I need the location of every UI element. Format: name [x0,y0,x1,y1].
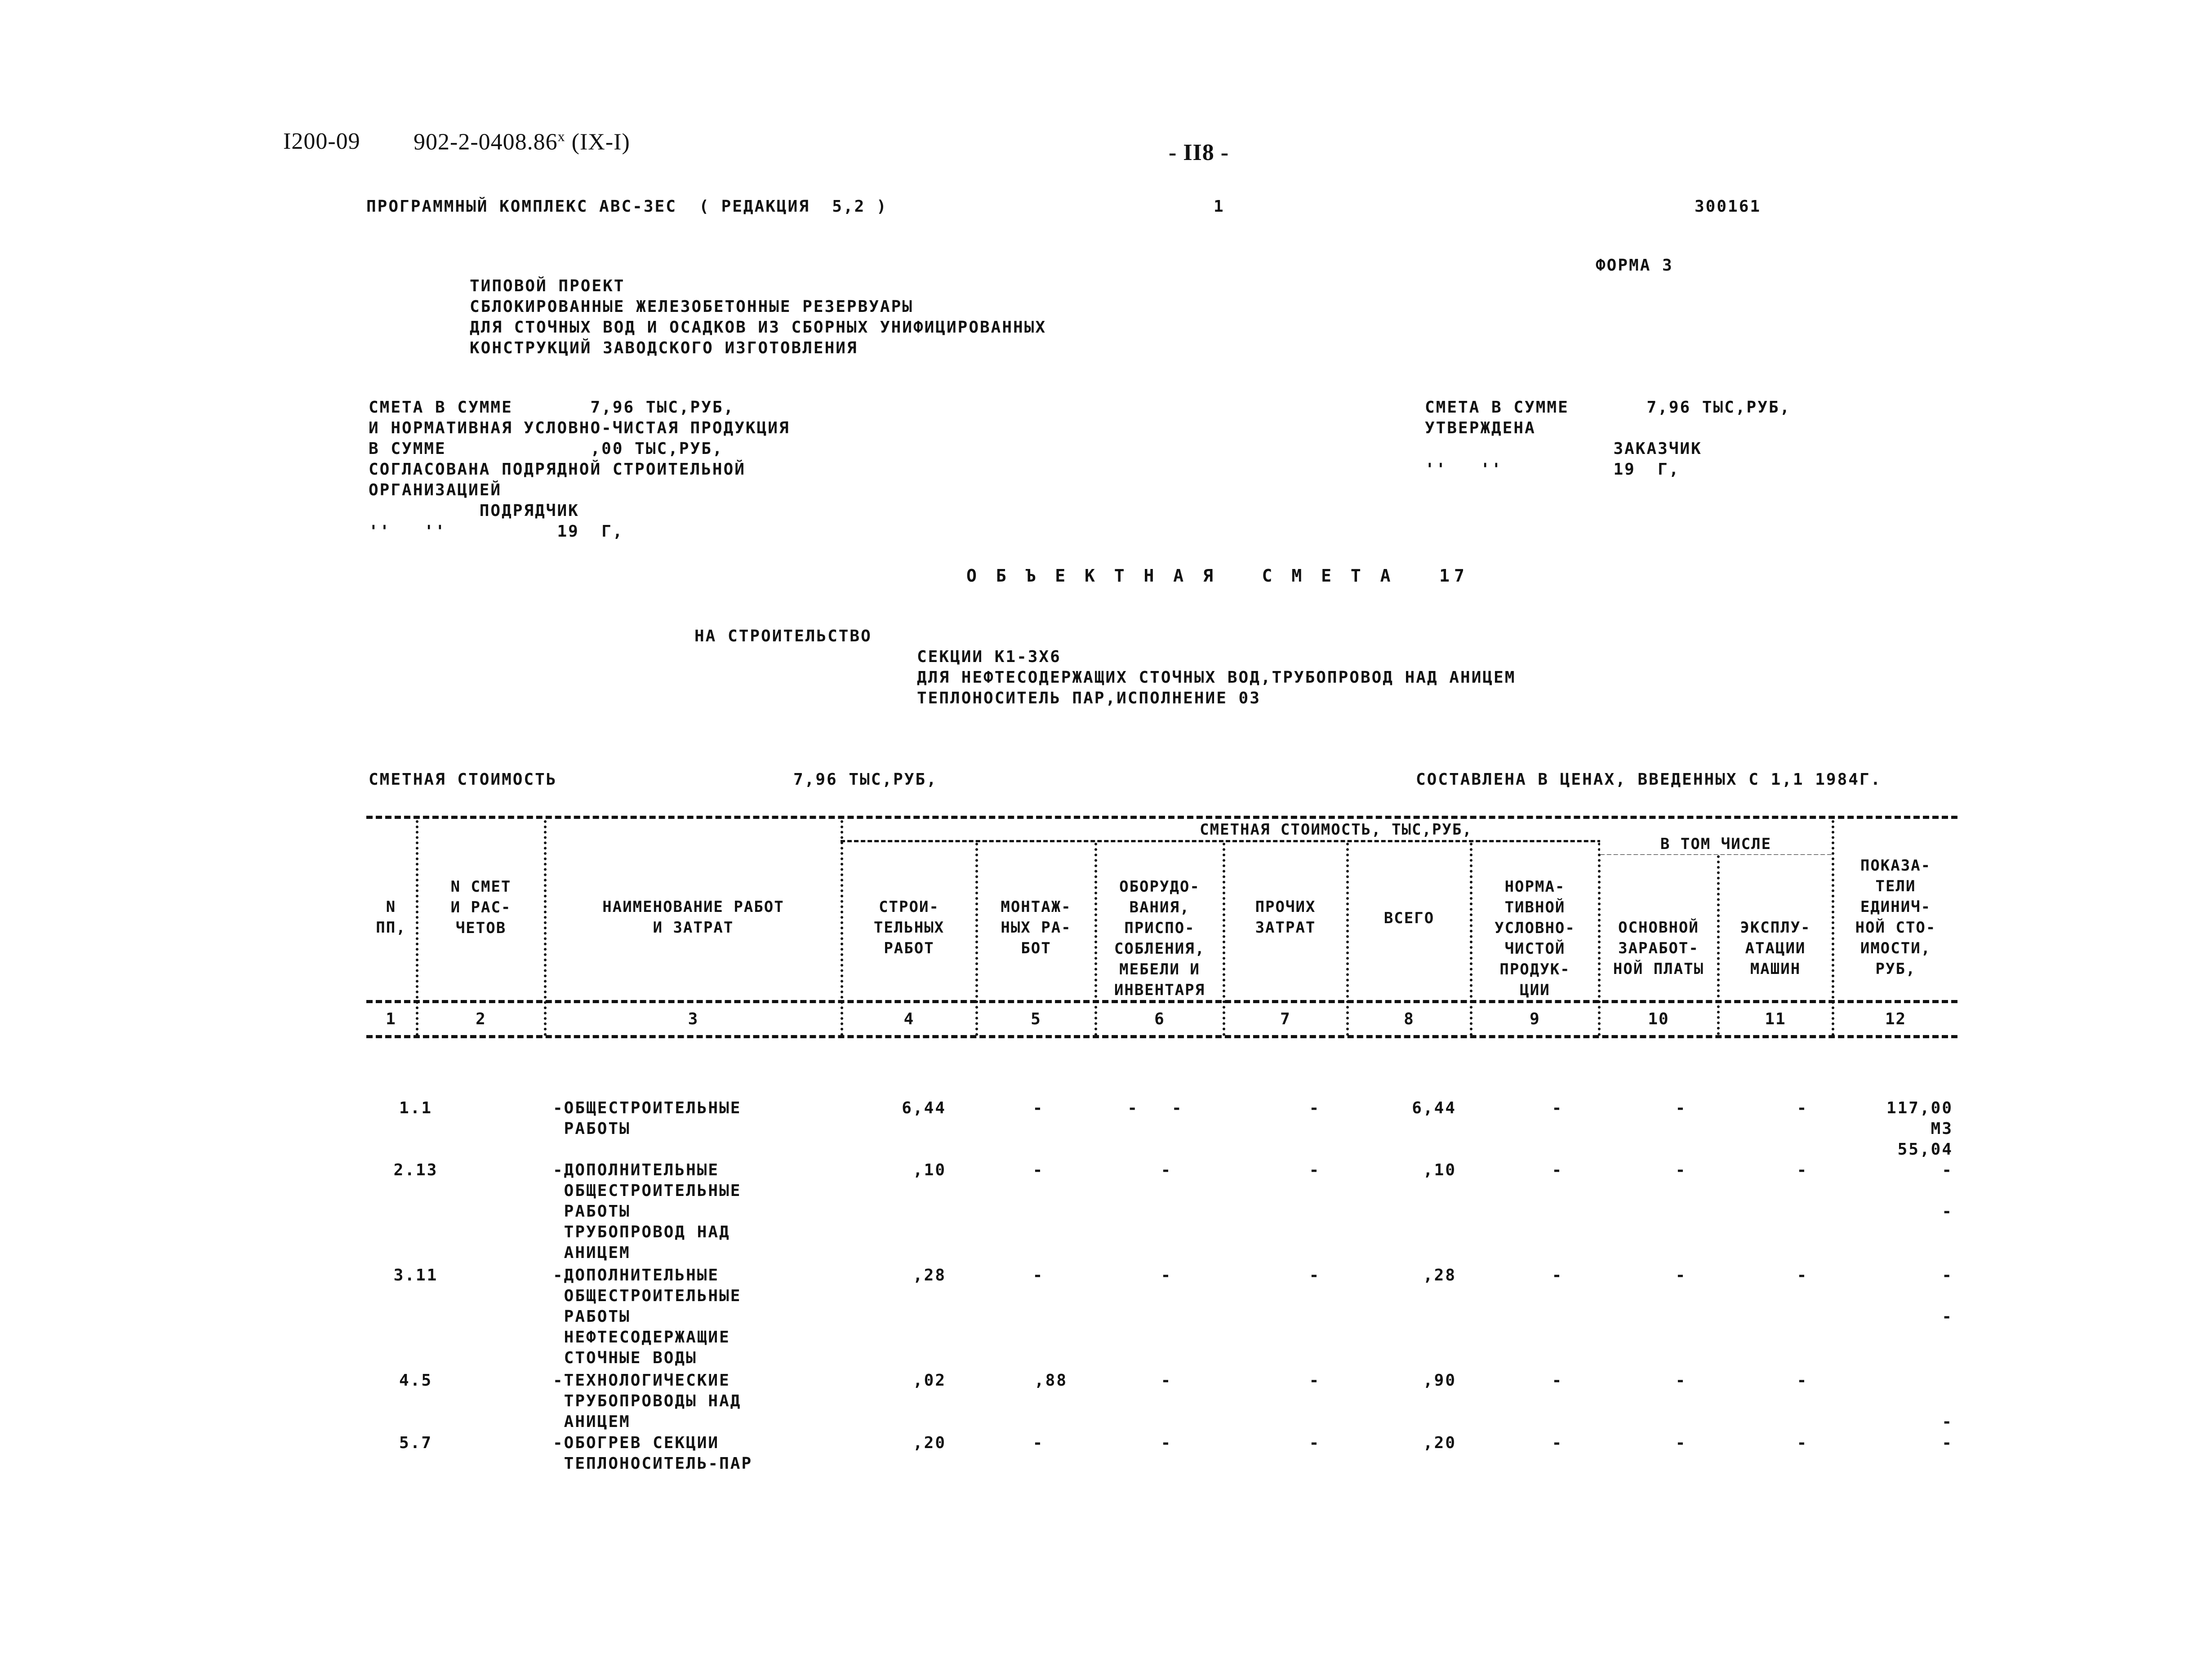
table-top-rule [366,816,1957,819]
agreement-line: ПОДРЯДЧИК [369,502,579,520]
sheet-number: 1 [1214,197,1225,216]
estimated-cost-value: 7,96 ТЫС,РУБ, [793,770,938,789]
subgroup-header: В ТОМ ЧИСЛЕ [1600,834,1832,854]
row-machines: - [1797,1434,1808,1452]
col-header-number: N ПП, [376,898,406,937]
col-number: 10 [1648,1010,1669,1028]
row-construction: ,20 [912,1434,946,1452]
row-wages: - [1675,1371,1687,1390]
project-line: СБЛОКИРОВАННЫЕ ЖЕЛЕЗОБЕТОННЫЕ РЕЗЕРВУАРЫ [470,298,913,316]
row-name: -ДОПОЛНИТЕЛЬНЫЕ ОБЩЕСТРОИТЕЛЬНЫЕ РАБОТЫ НЕФТЕСОДЕРЖАЩИЕ СТОЧНЫЕ ВОДЫ [553,1266,742,1367]
col-number: 12 [1885,1010,1907,1028]
row-installation: - [1032,1099,1044,1117]
col-header-machines: ЭКСПЛУ- АТАЦИИ МАШИН [1740,919,1811,978]
row-total: ,90 [1423,1371,1456,1390]
col-number: 2 [476,1010,486,1028]
group-header: СМЕТНАЯ СТОИМОСТЬ, ТЫС,РУБ, [1200,821,1472,839]
row-name: -ДОПОЛНИТЕЛЬНЫЕ ОБЩЕСТРОИТЕЛЬНЫЕ РАБОТЫ ТРУБОПРОВОД НАД АНИЦЕМ [553,1161,742,1262]
numbers-bottom-rule [366,1035,1957,1038]
row-equipment: - - [1127,1099,1183,1117]
estimated-cost-label: СМЕТНАЯ СТОИМОСТЬ [369,770,557,789]
agreement-block [369,377,790,563]
project-code-sup: x [557,128,565,144]
col-number: 5 [1031,1010,1041,1028]
subject-line: ТЕПЛОНОСИТЕЛЬ ПАР,ИСПОЛНЕНИЕ 03 [917,689,1261,707]
row-other: - [1309,1099,1321,1117]
col-header-unit-cost: ПОКАЗА- ТЕЛИ ЕДИНИЧ- НОЙ СТО- ИМОСТИ, РУБ, [1855,857,1936,978]
project-line: ТИПОВОЙ ПРОЕКТ [470,277,625,295]
col-header-estimate: N СМЕТ И РАС- ЧЕТОВ [450,878,512,937]
row-construction: ,02 [912,1371,946,1390]
form-label: ФОРМА 3 [1596,256,1673,275]
approval-line: СМЕТА В СУММЕ 7,96 ТЫС,РУБ, [1425,398,1791,417]
row-machines: - [1797,1371,1808,1390]
col-number: 9 [1530,1010,1540,1028]
row-wages: - [1675,1266,1687,1284]
doc-code: I200-09 [283,129,360,154]
program-line: ПРОГРАММНЫЙ КОМПЛЕКС АВС-ЗЕС ( РЕДАКЦИЯ 5,2 ) [366,197,888,216]
col-number: 11 [1765,1010,1786,1028]
project-line: ДЛЯ СТОЧНЫХ ВОД И ОСАДКОВ ИЗ СБОРНЫХ УНИФИЦИРОВАННЫХ [470,318,1047,337]
row-normative: - [1552,1266,1563,1284]
agreement-line: ОРГАНИЗАЦИЕЙ [369,481,502,499]
row-normative: - [1552,1434,1563,1452]
row-normative: - [1552,1099,1563,1117]
subject-line: СЕКЦИИ К1-3Х6 [917,648,1061,666]
prices-note: СОСТАВЛЕНА В ЦЕНАХ, ВВЕДЕННЫХ С 1,1 1984Г. [1416,770,1882,789]
col-number: 1 [386,1010,396,1028]
row-other: - [1309,1371,1321,1390]
page-number: - II8 - [1169,140,1229,165]
row-equipment: - [1161,1371,1172,1390]
agreement-line: И НОРМАТИВНАЯ УСЛОВНО-ЧИСТАЯ ПРОДУКЦИЯ [369,419,790,437]
row-equipment: - [1161,1161,1172,1179]
row-construction: ,28 [912,1266,946,1284]
row-unit-cost: - - [1942,1161,1953,1221]
row-wages: - [1675,1434,1687,1452]
col-header-total: ВСЕГО [1383,909,1435,927]
row-unit-cost: 117,00 МЗ 55,04 [1886,1099,1953,1159]
row-construction: 6,44 [902,1099,946,1117]
col-header-installation: МОНТАЖ- НЫХ РА- БОТ [1001,898,1072,957]
col-number: 4 [903,1010,915,1028]
approval-line: '' '' 19 Г, [1425,460,1680,479]
project-code-main: 902-2-0408.86 [414,129,558,155]
column-separator [1346,843,1349,1036]
construction-subject [917,626,1516,729]
agreement-line: В СУММЕ ,00 ТЫС,РУБ, [369,440,724,458]
row-other: - [1309,1434,1321,1452]
row-installation: - [1032,1161,1044,1179]
agreement-line: СМЕТА В СУММЕ 7,96 ТЫС,РУБ, [369,398,735,417]
row-wages: - [1675,1161,1687,1179]
registration-number: 300161 [1695,197,1762,216]
project-part: (IX-I) [571,129,630,155]
approval-line: ЗАКАЗЧИК [1425,440,1702,458]
row-total: ,20 [1423,1434,1456,1452]
agreement-line: '' '' 19 Г, [369,522,624,541]
project-line: КОНСТРУКЦИЙ ЗАВОДСКОГО ИЗГОТОВЛЕНИЯ [470,339,858,357]
agreement-line: СОГЛАСОВАНА ПОДРЯДНОЙ СТРОИТЕЛЬНОЙ [369,460,746,479]
document-title: О Б Ъ Е К Т Н А Я С М Е Т А 17 [966,566,1469,586]
approval-line: УТВЕРЖДЕНА [1425,419,1536,437]
row-estimate: 3.11 [393,1266,438,1284]
row-name: -ТЕХНОЛОГИЧЕСКИЕ ТРУБОПРОВОДЫ НАД АНИЦЕМ [553,1371,742,1431]
row-name: -ОБОГРЕВ СЕКЦИИ ТЕПЛОНОСИТЕЛЬ-ПАР [553,1434,753,1473]
col-number: 8 [1404,1010,1415,1028]
row-estimate: 1.1 [399,1099,433,1117]
row-equipment: - [1161,1434,1172,1452]
row-unit-cost: - - [1942,1266,1953,1326]
row-total: ,28 [1423,1266,1456,1284]
col-number: 6 [1154,1010,1165,1028]
row-wages: - [1675,1099,1687,1117]
row-installation: - [1032,1266,1044,1284]
row-normative: - [1552,1371,1563,1390]
project-code [414,128,630,155]
row-machines: - [1797,1099,1808,1117]
row-normative: - [1552,1161,1563,1179]
row-other: - [1309,1266,1321,1284]
row-machines: - [1797,1266,1808,1284]
row-total: ,10 [1423,1161,1456,1179]
col-header-other: ПРОЧИХ ЗАТРАТ [1255,898,1316,937]
row-machines: - [1797,1161,1808,1179]
row-installation: - [1032,1434,1044,1452]
col-number: 3 [688,1010,699,1028]
row-construction: ,10 [912,1161,946,1179]
row-installation: ,88 [1034,1371,1068,1390]
row-name: -ОБЩЕСТРОИТЕЛЬНЫЕ РАБОТЫ [553,1099,742,1138]
row-equipment: - [1161,1266,1172,1284]
approval-block [1425,377,1791,501]
col-number: 7 [1280,1010,1291,1028]
col-header-normative: НОРМА- ТИВНОЙ УСЛОВНО- ЧИСТОЙ ПРОДУК- ЦИИ [1495,878,1575,999]
row-other: - [1309,1161,1321,1179]
project-description [470,255,1046,379]
col-header-construction: СТРОИ- ТЕЛЬНЫХ РАБОТ [873,898,945,957]
row-estimate: 5.7 [399,1434,433,1452]
construction-label: НА СТРОИТЕЛЬСТВО [694,627,872,645]
row-unit-cost: - [1942,1413,1953,1431]
row-estimate: 4.5 [399,1371,433,1390]
col-header-wages: ОСНОВНОЙ ЗАРАБОТ- НОЙ ПЛАТЫ [1613,919,1704,978]
col-header-equipment: ОБОРУДО- ВАНИЯ, ПРИСПО- СОБЛЕНИЯ, МЕБЕЛИ И ИНВЕНТАРЯ [1114,878,1205,999]
row-unit-cost: - [1942,1434,1953,1452]
column-separator [1223,843,1225,1036]
row-estimate: 2.13 [393,1161,438,1179]
subject-line: ДЛЯ НЕФТЕСОДЕРЖАЩИХ СТОЧНЫХ ВОД,ТРУБОПРОВОД НАД АНИЦЕМ [917,668,1516,687]
col-header-name: НАИМЕНОВАНИЕ РАБОТ И ЗАТРАТ [602,898,784,937]
row-total: 6,44 [1412,1099,1456,1117]
